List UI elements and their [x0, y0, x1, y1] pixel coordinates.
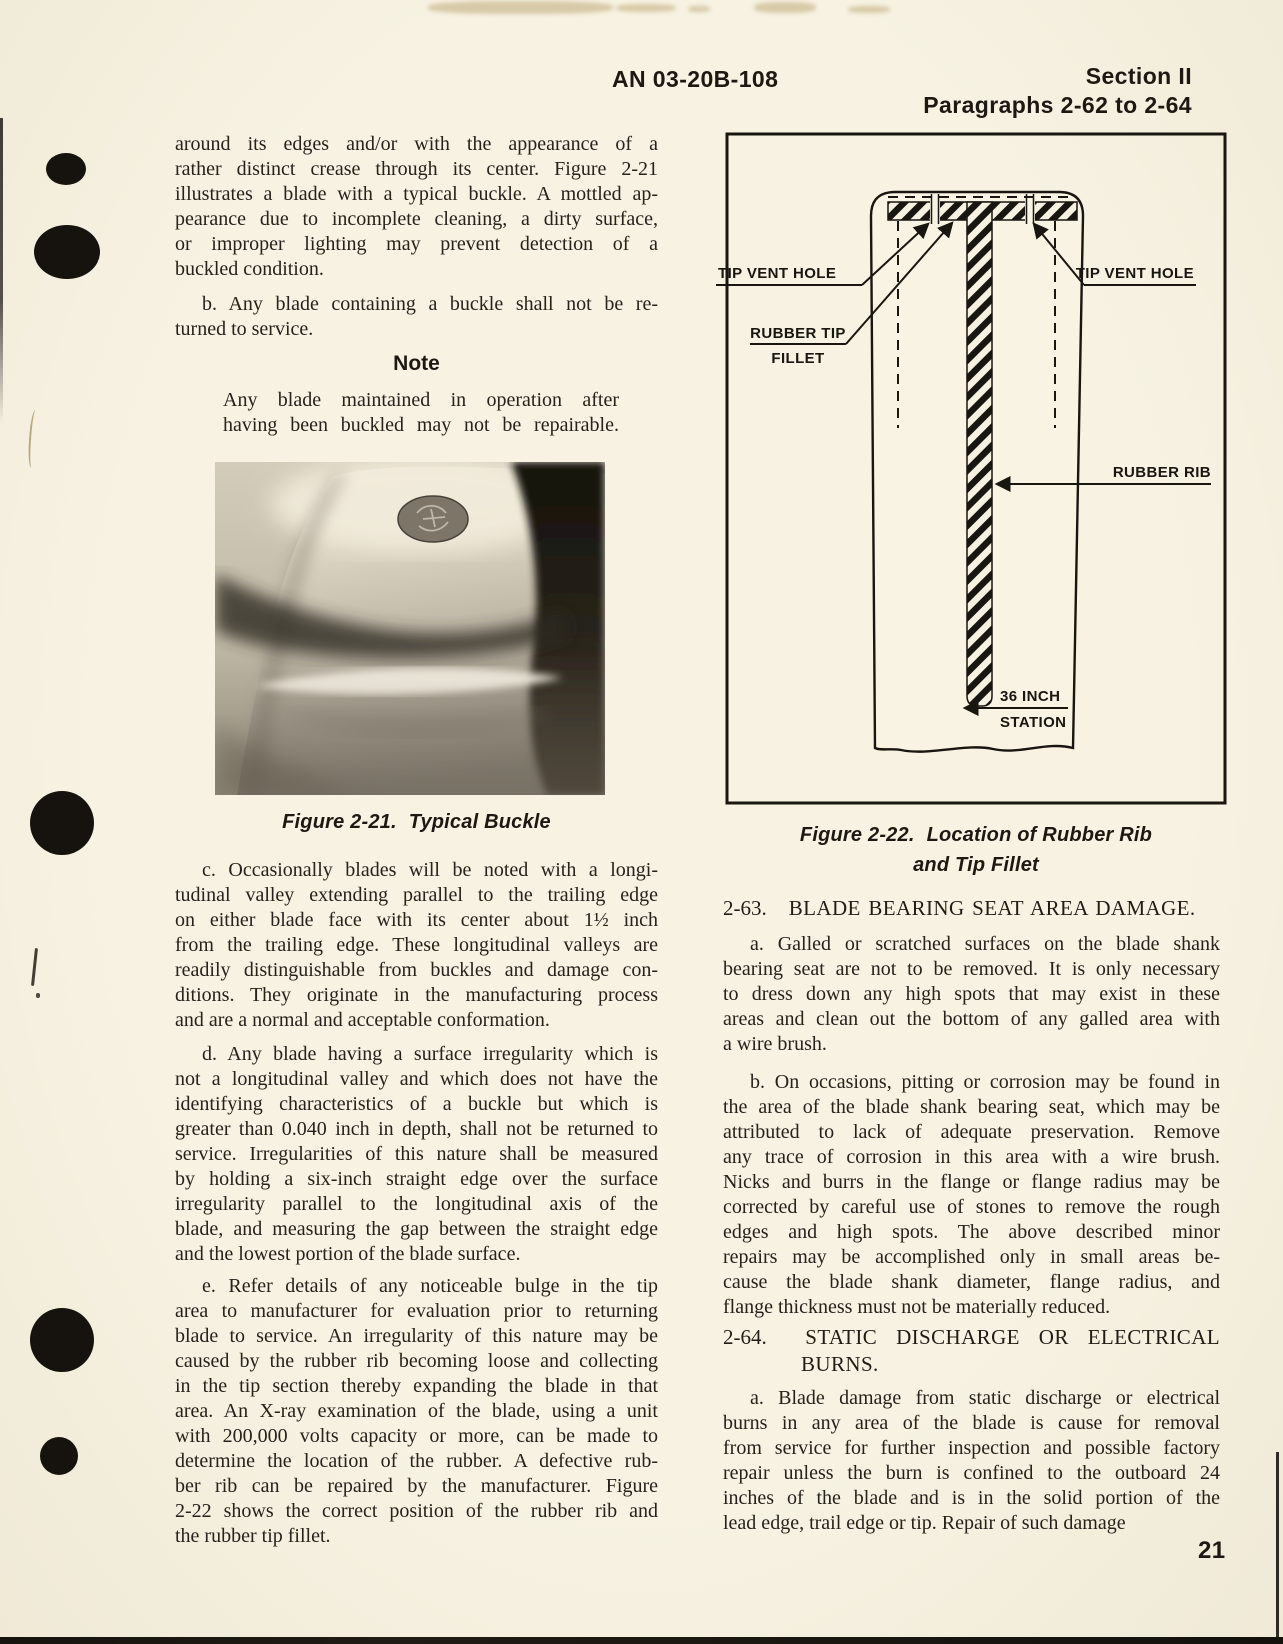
text-line: the rubber tip fillet.: [175, 1525, 331, 1547]
section-2-63-heading: [723, 896, 1220, 921]
label-tip-vent-hole-right: TIP VENT HOLE: [1075, 265, 1194, 282]
text-line: Nicks and burrs in the flange or flange radius may be: [723, 1171, 1220, 1193]
text-line: b. On occasions, pitting or corrosion may be found in: [750, 1071, 1220, 1093]
text-line: determine the location of the rubber. A defective rub-: [175, 1450, 658, 1472]
text-line: having been buckled may not be repairable.: [223, 414, 619, 436]
scan-smudge: [428, 1, 613, 14]
text-line: burns in any area of the blade is cause for removal: [723, 1412, 1220, 1434]
scan-smudge: [754, 2, 816, 13]
margin-mark: [36, 993, 40, 998]
paragraph-range-label: Paragraphs 2-62 to 2-64: [923, 92, 1192, 118]
page-edge-line: [1276, 1452, 1279, 1644]
section-2-64-heading: [723, 1325, 1220, 1350]
text-line: a. Blade damage from static discharge or electrical: [750, 1387, 1220, 1409]
text-line: greater than 0.040 inch in depth, shall not be returned to: [175, 1118, 658, 1140]
text-line: or improper lighting may prevent detection of a: [175, 233, 658, 255]
section-number: 2-64.: [723, 1325, 767, 1349]
text-line: to dress down any high spots that may exist in these: [723, 983, 1220, 1005]
paragraph-2-63-b: [723, 1070, 1220, 1320]
bottom-scan-bar: [0, 1637, 1283, 1644]
binder-hole: [40, 1437, 78, 1475]
text-line: a wire brush.: [723, 1033, 827, 1055]
section-label: Section II: [1085, 63, 1192, 89]
figure-caption-line1: [727, 820, 1225, 850]
text-line: by holding a six-inch straight edge over the surface: [175, 1168, 658, 1190]
note-heading: Note: [393, 352, 440, 375]
text-line: cause the blade shank diameter, flange radius, and: [723, 1271, 1220, 1293]
text-line: service. Irregularities of this nature shall be measured: [175, 1143, 658, 1165]
text-line: 2-22 shows the correct position of the rubber rib and: [175, 1500, 658, 1522]
figure-caption-title: Location of Rubber Rib: [926, 824, 1153, 846]
scan-smudge: [688, 6, 710, 12]
label-36-inch: 36 INCH: [1000, 688, 1061, 705]
section-number: 2-63.: [723, 896, 767, 920]
binder-hole: [34, 225, 100, 279]
text-line: tudinal valley extending parallel to the trailing edge: [175, 884, 658, 906]
figure-caption-line2: and Tip Fillet: [913, 854, 1039, 876]
paragraph-b: [175, 292, 658, 342]
text-line: attributed to lack of adequate preservation. Remove: [723, 1121, 1220, 1143]
label-rubber-tip: RUBBER TIP: [750, 325, 846, 342]
page-number: 21: [1198, 1537, 1226, 1564]
figure-caption-label: Figure 2-22.: [799, 824, 915, 846]
photo-vignette: [215, 462, 605, 795]
margin-mark: [27, 410, 40, 468]
text-line: readily distinguishable from buckles and damage con-: [175, 959, 658, 981]
paragraph-d: [175, 1042, 658, 1267]
text-line: area to manufacturer for evaluation prior to returning: [175, 1300, 658, 1322]
text-line: bearing seat are not to be removed. It is only necessary: [723, 958, 1220, 980]
text-line: lead edge, trail edge or tip. Repair of such damage: [723, 1512, 1126, 1534]
scan-smudge: [616, 4, 676, 12]
text-line: not a longitudinal valley and which does not have the: [175, 1068, 658, 1090]
text-line: repair unless the burn is confined to the outboard 24: [723, 1462, 1220, 1484]
text-line: ber rib can be repaired by the manufacturer. Figure: [175, 1475, 658, 1497]
document-number: AN 03-20B-108: [612, 66, 779, 92]
figure-2-21-photo: [215, 462, 605, 795]
text-line: rather distinct crease through its center. Figure 2-21: [175, 158, 658, 180]
figure-2-22-diagram: [688, 120, 1233, 820]
text-line: inches of the blade and is in the solid portion of the: [723, 1487, 1220, 1509]
paragraph-2-63-a: [723, 932, 1220, 1057]
text-line: corrected by careful use of stones to remove the rough: [723, 1196, 1220, 1218]
margin-mark: [31, 948, 38, 986]
text-line: ditions. They originate in the manufacturing process: [175, 984, 658, 1006]
label-rubber-rib: RUBBER RIB: [1112, 464, 1211, 481]
text-line: caused by the rubber rib becoming loose and collecting: [175, 1350, 658, 1372]
text-line: identifying characteristics of a buckle but which is: [175, 1093, 658, 1115]
text-line: edges and high spots. The above described minor: [723, 1221, 1220, 1243]
label-station: STATION: [1000, 714, 1067, 731]
binder-hole: [46, 153, 86, 185]
text-line: irregularity parallel to the longitudinal axis of the: [175, 1193, 658, 1215]
text-line: turned to service.: [175, 318, 314, 340]
text-line: area. An X-ray examination of the blade, using a unit: [175, 1400, 658, 1422]
text-line: from service for further inspection and possible factory: [723, 1437, 1220, 1459]
text-line: the area of the blade shank bearing seat, which may be: [723, 1096, 1220, 1118]
paragraph-2-64-a: [723, 1386, 1220, 1536]
text-line: areas and clean out the bottom of any galled area with: [723, 1008, 1220, 1030]
figure-caption-label: Figure 2-21.: [282, 811, 397, 833]
text-line: illustrates a blade with a typical buckle. A mottled ap-: [175, 183, 658, 205]
text-line: blade, and measuring the gap between the straight edge: [175, 1218, 658, 1240]
text-line: d. Any blade having a surface irregularity which is: [202, 1043, 658, 1065]
text-line: flange thickness must not be materially reduced.: [723, 1296, 1111, 1318]
scan-smudge: [848, 6, 890, 13]
text-line: from the trailing edge. These longitudinal valleys are: [175, 934, 658, 956]
text-line: around its edges and/or with the appearance of a: [175, 133, 658, 155]
text-line: and are a normal and acceptable conformation.: [175, 1009, 550, 1031]
page-edge-line: [0, 118, 3, 423]
label-tip-vent-hole-left: TIP VENT HOLE: [718, 265, 837, 282]
section-2-64-heading-line2: [801, 1352, 879, 1377]
text-line: with 200,000 volts capacity or more, can be made to: [175, 1425, 658, 1447]
text-line: e. Refer details of any noticeable bulge in the tip: [202, 1275, 658, 1297]
text-line: buckled condition.: [175, 258, 324, 280]
figure-2-21-caption: [175, 811, 658, 834]
figure-2-22-caption: [727, 820, 1225, 880]
text-line: and the lowest portion of the blade surface.: [175, 1243, 521, 1265]
paragraph-e: [175, 1274, 658, 1549]
text-line: in the tip section thereby expanding the blade in that: [175, 1375, 658, 1397]
paragraph-c: [175, 858, 658, 1033]
text-line: Any blade maintained in operation after: [223, 389, 619, 411]
text-line: blade to service. An irregularity of this nature may be: [175, 1325, 658, 1347]
rubber-rib-hatch: [967, 202, 992, 706]
binder-hole: [30, 1308, 94, 1372]
text-line: c. Occasionally blades will be noted with a longi-: [202, 859, 658, 881]
text-line: a. Galled or scratched surfaces on the blade shank: [750, 933, 1220, 955]
text-line: on either blade face with its center about 1½ inch: [175, 909, 658, 931]
section-title: STATIC DISCHARGE OR ELECTRICAL: [805, 1325, 1221, 1349]
text-line: b. Any blade containing a buckle shall not be re-: [202, 293, 658, 315]
section-title: BURNS.: [801, 1352, 879, 1376]
note-body: [223, 388, 619, 438]
figure-caption-title: Typical Buckle: [408, 811, 551, 833]
text-line: repairs may be accomplished only in small areas be-: [723, 1246, 1220, 1268]
text-line: any trace of corrosion in this area with a wire brush.: [723, 1146, 1220, 1168]
label-fillet: FILLET: [771, 350, 825, 367]
text-line: pearance due to incomplete cleaning, a dirty surface,: [175, 208, 658, 230]
section-title: BLADE BEARING SEAT AREA DAMAGE.: [788, 896, 1196, 920]
paragraph-intro: [175, 132, 658, 282]
binder-hole: [30, 791, 94, 855]
